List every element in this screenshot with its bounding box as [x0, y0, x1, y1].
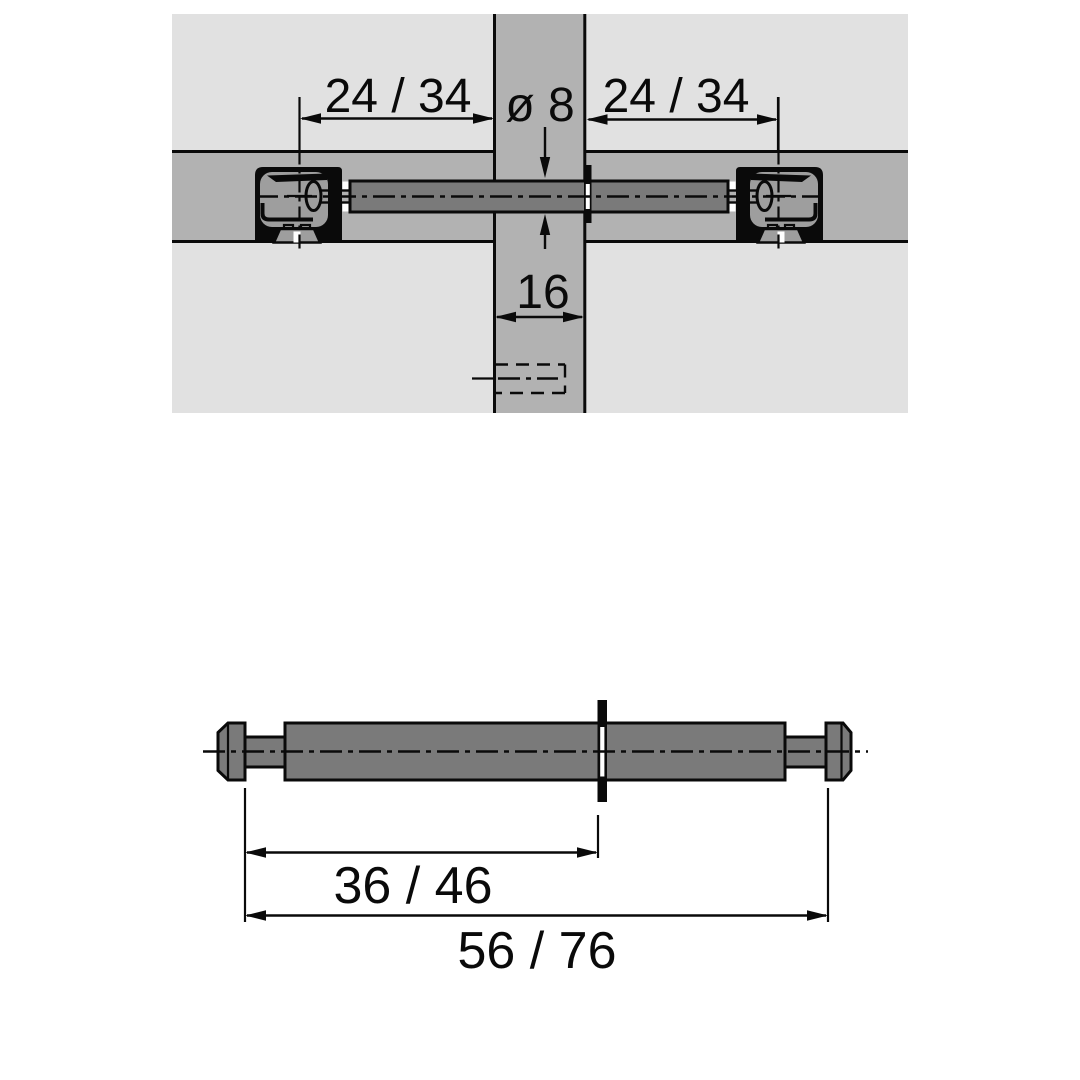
- label-left-drilling-distance: 24 / 34: [324, 70, 472, 123]
- label-right-drilling-distance: 24 / 34: [602, 70, 750, 123]
- label-length-to-flange: 36 / 46: [333, 857, 493, 915]
- label-overall-length: 56 / 76: [457, 922, 617, 980]
- extension-lines: [245, 788, 828, 922]
- top-view-cross-section: [172, 14, 908, 413]
- dimension-overall-length: [245, 910, 828, 920]
- label-partition-thickness: 16: [516, 266, 570, 319]
- label-bolt-diameter: ø 8: [505, 79, 575, 132]
- side-view-bolt: [203, 700, 868, 980]
